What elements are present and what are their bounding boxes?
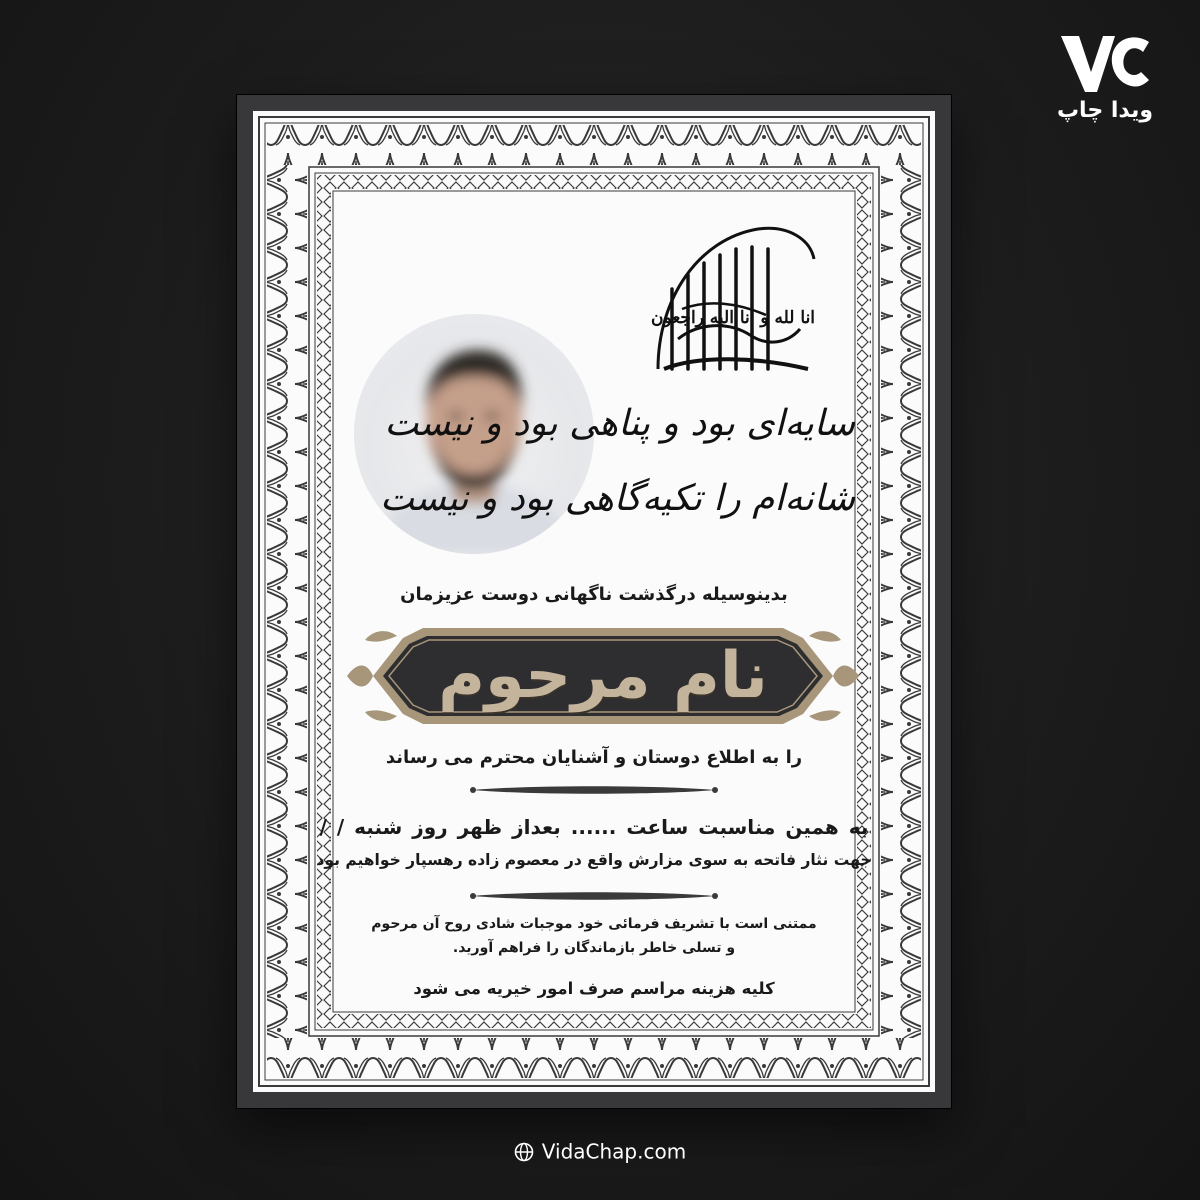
deceased-name[interactable]: نام مرحوم xyxy=(438,639,768,713)
request-line-1: ممتنی است با تشریف فرمائی خود موجبات شادی روح آن مرحوم xyxy=(371,916,817,932)
divider-ornament xyxy=(469,889,719,903)
ceremony-location: جهت نثار فاتحه به سوی مزارش واقع در معصوم زاده رهسپار خواهیم بود xyxy=(316,851,872,869)
divider-ornament xyxy=(469,783,719,797)
poem-line-2: شانه‌ام را تکیه‌گاهی بود و نیست xyxy=(380,478,855,519)
poem-line-1: سایه‌ای بود و پناهی بود و نیست xyxy=(384,403,855,444)
brand-logo[interactable] xyxy=(1045,32,1165,123)
website-link[interactable] xyxy=(0,1138,1200,1164)
ceremony-time: به همین مناسبت ساعت ...... بعداز ظهر روز شنبه / / xyxy=(319,815,869,839)
website-text: VidaChap.com xyxy=(541,1139,687,1164)
calligraphy-text: انا لله و انا الیه راجعون xyxy=(650,308,816,328)
intro-text: بدینوسیله درگذشت ناگهانی دوست عزیزمان xyxy=(400,584,788,605)
poster-paper xyxy=(253,111,935,1092)
funeral-poster xyxy=(237,95,951,1108)
charity-note: کلیه هزینه مراسم صرف امور خیریه می شود xyxy=(413,979,775,998)
vc-logo-icon xyxy=(1057,32,1153,96)
brand-name: ویدا چاپ xyxy=(1056,98,1154,123)
calligraphy-emblem xyxy=(638,219,828,389)
request-line-2: و تسلی خاطر بازماندگان را فراهم آورید. xyxy=(452,940,736,956)
announcement-text: را به اطلاع دوستان و آشنایان محترم می رساند xyxy=(385,747,803,768)
globe-icon xyxy=(514,1142,534,1162)
